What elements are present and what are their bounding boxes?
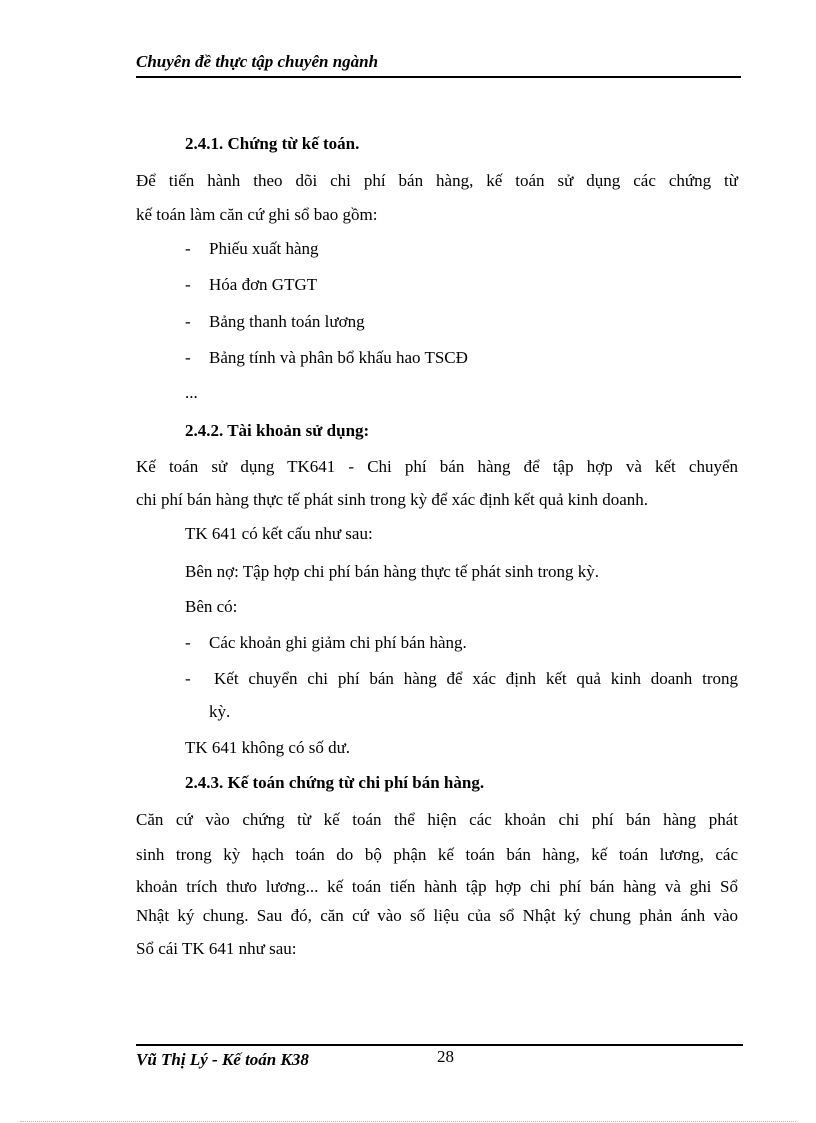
page-bottom-border [20, 1121, 796, 1122]
paragraph-line: Sổ cái TK 641 như sau: [136, 939, 297, 958]
list-item: Kết chuyển chi phí bán hàng để xác định kết quả kinh doanh trong [214, 669, 738, 688]
list-item: Bảng thanh toán lương [209, 312, 365, 331]
list-item: Hóa đơn GTGT [209, 275, 318, 294]
paragraph-line: TK 641 không có số dư. [185, 738, 351, 757]
ellipsis: ... [185, 383, 198, 402]
list-dash: - [185, 633, 191, 652]
list-dash: - [185, 239, 191, 258]
paragraph-line: TK 641 có kết cấu như sau: [185, 524, 373, 543]
paragraph-line: sinh trong kỳ hạch toán do bộ phận kế toán bán hàng, kế toán lương, các [136, 845, 738, 864]
paragraph-line: Để tiến hành theo dõi chi phí bán hàng, kế toán sử dụng các chứng từ [136, 171, 738, 190]
list-item: Bảng tính và phân bổ khấu hao TSCĐ [209, 348, 468, 367]
paragraph-line: Nhật ký chung. Sau đó, căn cứ vào số liệu của sổ Nhật ký chung phản ánh vào [136, 906, 738, 925]
footer-author: Vũ Thị Lý - Kế toán K38 [136, 1050, 309, 1069]
section-heading-2-4-1: 2.4.1. Chứng từ kế toán. [185, 134, 360, 153]
list-dash: - [185, 348, 191, 367]
paragraph-line: kế toán làm căn cứ ghi sổ bao gồm: [136, 205, 378, 224]
paragraph-line: khoản trích thưo lương... kế toán tiến hành tập hợp chi phí bán hàng và ghi Sổ [136, 877, 738, 896]
footer-rule [136, 1044, 743, 1046]
paragraph-line: Căn cứ vào chứng từ kế toán thể hiện các khoản chi phí bán hàng phát [136, 810, 738, 829]
list-item-continuation: kỳ. [209, 702, 231, 721]
list-item: Phiếu xuất hàng [209, 239, 319, 258]
page-number: 28 [437, 1047, 454, 1066]
list-dash: - [185, 275, 191, 294]
list-item: Các khoản ghi giảm chi phí bán hàng. [209, 633, 467, 652]
paragraph-line: Kế toán sử dụng TK641 - Chi phí bán hàng để tập hợp và kết chuyển [136, 457, 738, 476]
header-rule [136, 76, 741, 78]
list-dash: - [185, 312, 191, 331]
running-header: Chuyên đề thực tập chuyên ngành [136, 52, 379, 71]
paragraph-line: Bên nợ: Tập hợp chi phí bán hàng thực tế phát sinh trong kỳ. [185, 562, 600, 581]
section-heading-2-4-3: 2.4.3. Kế toán chứng từ chi phí bán hàng. [185, 773, 485, 792]
paragraph-line: chi phí bán hàng thực tế phát sinh trong kỳ để xác định kết quả kinh doanh. [136, 490, 649, 509]
list-dash: - [185, 669, 191, 688]
section-heading-2-4-2: 2.4.2. Tài khoản sử dụng: [185, 421, 370, 440]
paragraph-line: Bên có: [185, 597, 238, 616]
